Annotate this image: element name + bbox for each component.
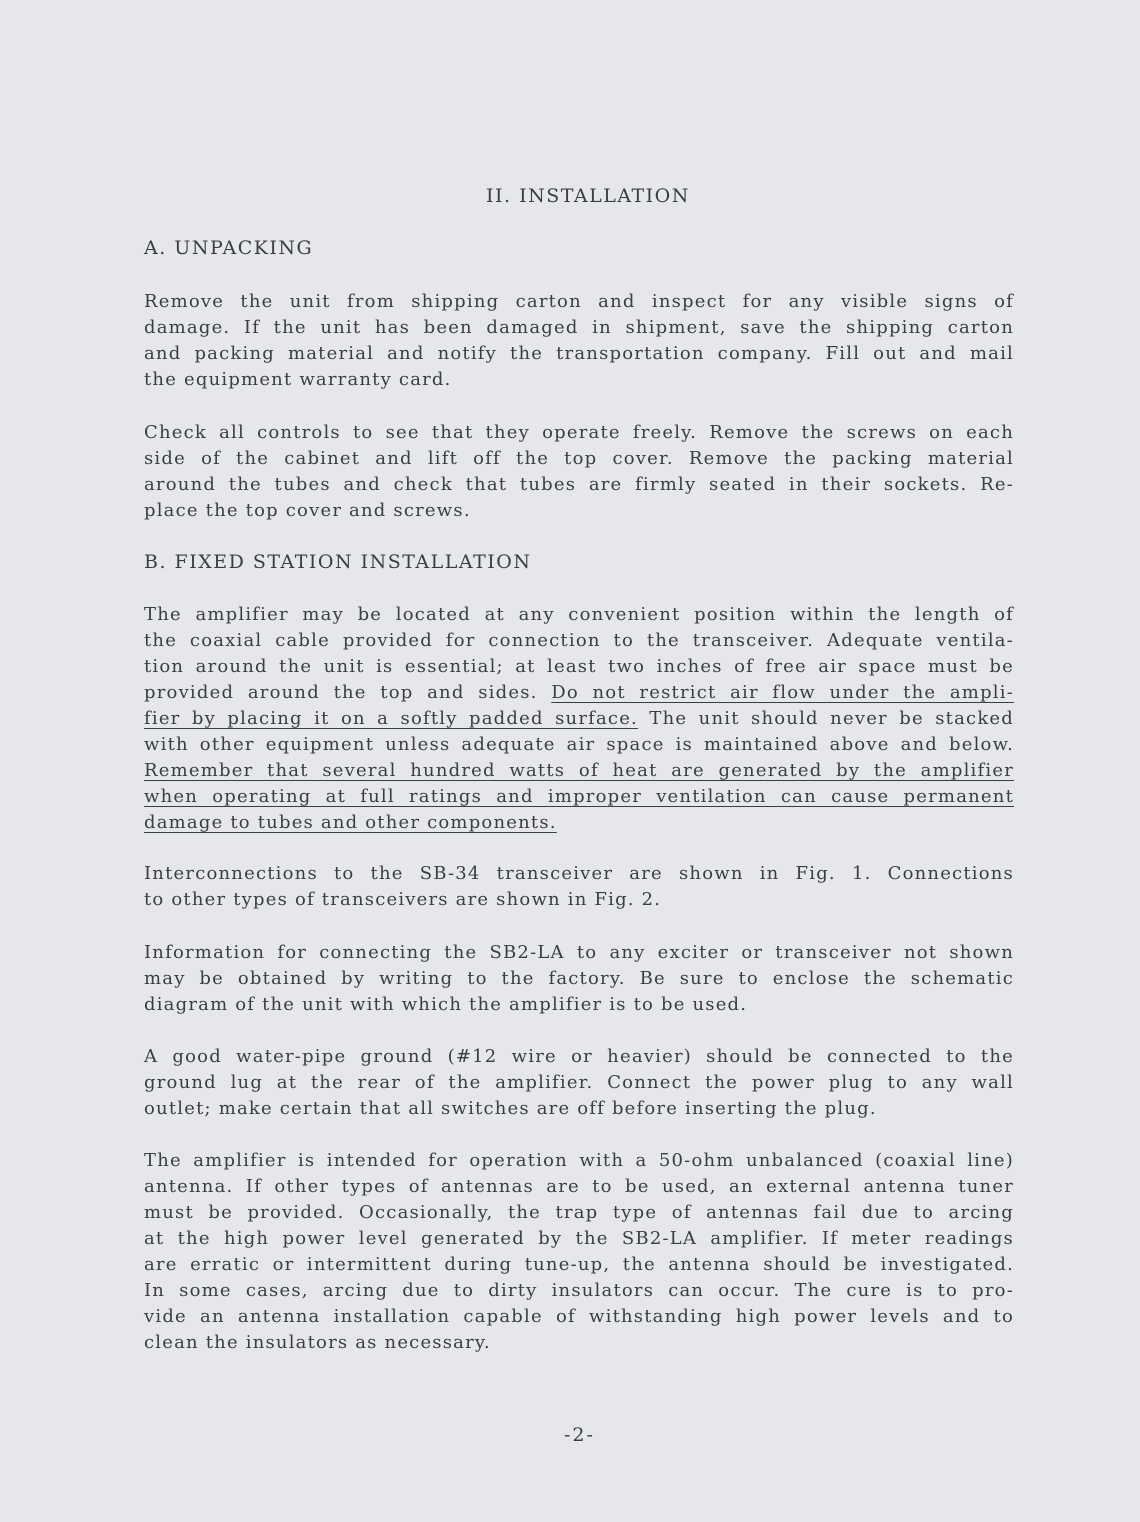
text-line: damage. If the unit has been damaged in shipment, save the shipping carton — [144, 317, 1014, 338]
page-number: -2- — [564, 1424, 595, 1446]
text-line: The amplifier is intended for operation with a 50-ohm unbalanced (coaxial line) — [144, 1150, 1014, 1171]
fixed-station-paragraph-3 — [144, 940, 1014, 1018]
text-line: Check all controls to see that they operate freely. Remove the screws on each — [144, 422, 1014, 443]
text-line: The amplifier may be located at any convenient position within the length of — [144, 604, 1014, 625]
text-line: to other types of transceivers are shown in Fig. 2. — [144, 889, 662, 910]
text-line: the coaxial cable provided for connection to the transceiver. Adequate ventila- — [144, 630, 1014, 651]
text-line: and packing material and notify the transportation company. Fill out and mail — [144, 343, 1014, 364]
unpacking-paragraph-2 — [144, 420, 1014, 524]
text-line: with other equipment unless adequate air space is maintained above and below. — [144, 734, 1014, 755]
text-line — [144, 706, 1014, 732]
underlined-warning-line: Remember that several hundred watts of heat are generated by the amplifier — [144, 760, 1014, 781]
text-line: Information for connecting the SB2-LA to any exciter or transceiver not shown — [144, 942, 1014, 963]
underlined-warning-line: when operating at full ratings and improper ventilation can cause permanent — [144, 786, 1014, 807]
fixed-station-paragraph-2 — [144, 861, 1014, 913]
text-line: Interconnections to the SB-34 transceiver are shown in Fig. 1. Connections — [144, 863, 1014, 884]
text-line: antenna. If other types of antennas are to be used, an external antenna tuner — [144, 1176, 1014, 1197]
text-line: are erratic or intermittent during tune-up, the antenna should be investigated. — [144, 1254, 1014, 1275]
text-line: ground lug at the rear of the amplifier. Connect the power plug to any wall — [144, 1072, 1014, 1093]
text-line — [144, 680, 1014, 706]
section-title: II. INSTALLATION — [486, 185, 690, 207]
underlined-warning: Do not restrict air flow under the ampli- — [551, 682, 1014, 703]
text-line: diagram of the unit with which the amplifier is to be used. — [144, 994, 748, 1015]
text-line: In some cases, arcing due to dirty insulators can occur. The cure is to pro- — [144, 1280, 1014, 1301]
text-line: A good water-pipe ground (#12 wire or heavier) should be connected to the — [144, 1046, 1014, 1067]
text-line: around the tubes and check that tubes are firmly seated in their sockets. Re- — [144, 474, 1014, 495]
fixed-station-paragraph-5 — [144, 1148, 1014, 1356]
unpacking-paragraph-1 — [144, 289, 1014, 393]
text-line: tion around the unit is essential; at least two inches of free air space must be — [144, 656, 1014, 677]
text-line: Remove the unit from shipping carton and inspect for any visible signs of — [144, 291, 1014, 312]
text-line: at the high power level generated by the SB2-LA amplifier. If meter readings — [144, 1228, 1014, 1249]
fixed-station-paragraph-1 — [144, 602, 1014, 836]
unpacking-heading: A. UNPACKING — [144, 237, 314, 259]
text-line: side of the cabinet and lift off the top cover. Remove the packing material — [144, 448, 1014, 469]
text-line: the equipment warranty card. — [144, 369, 452, 390]
text-line: outlet; make certain that all switches are off before inserting the plug. — [144, 1098, 877, 1119]
text-line: place the top cover and screws. — [144, 500, 471, 521]
underlined-warning: fier by placing it on a softly padded surface. — [144, 708, 638, 729]
text-segment: provided around the top and sides. — [144, 682, 552, 703]
text-line: may be obtained by writing to the factory. Be sure to enclose the schematic — [144, 968, 1014, 989]
text-segment: The unit should never be stacked — [637, 708, 1014, 729]
text-line: vide an antenna installation capable of withstanding high power levels and to — [144, 1306, 1014, 1327]
fixed-station-paragraph-4 — [144, 1044, 1014, 1122]
underlined-warning-line: damage to tubes and other components. — [144, 812, 557, 833]
text-line: clean the insulators as necessary. — [144, 1332, 491, 1353]
text-line: must be provided. Occasionally, the trap type of antennas fail due to arcing — [144, 1202, 1014, 1223]
fixed-station-heading: B. FIXED STATION INSTALLATION — [144, 551, 532, 573]
